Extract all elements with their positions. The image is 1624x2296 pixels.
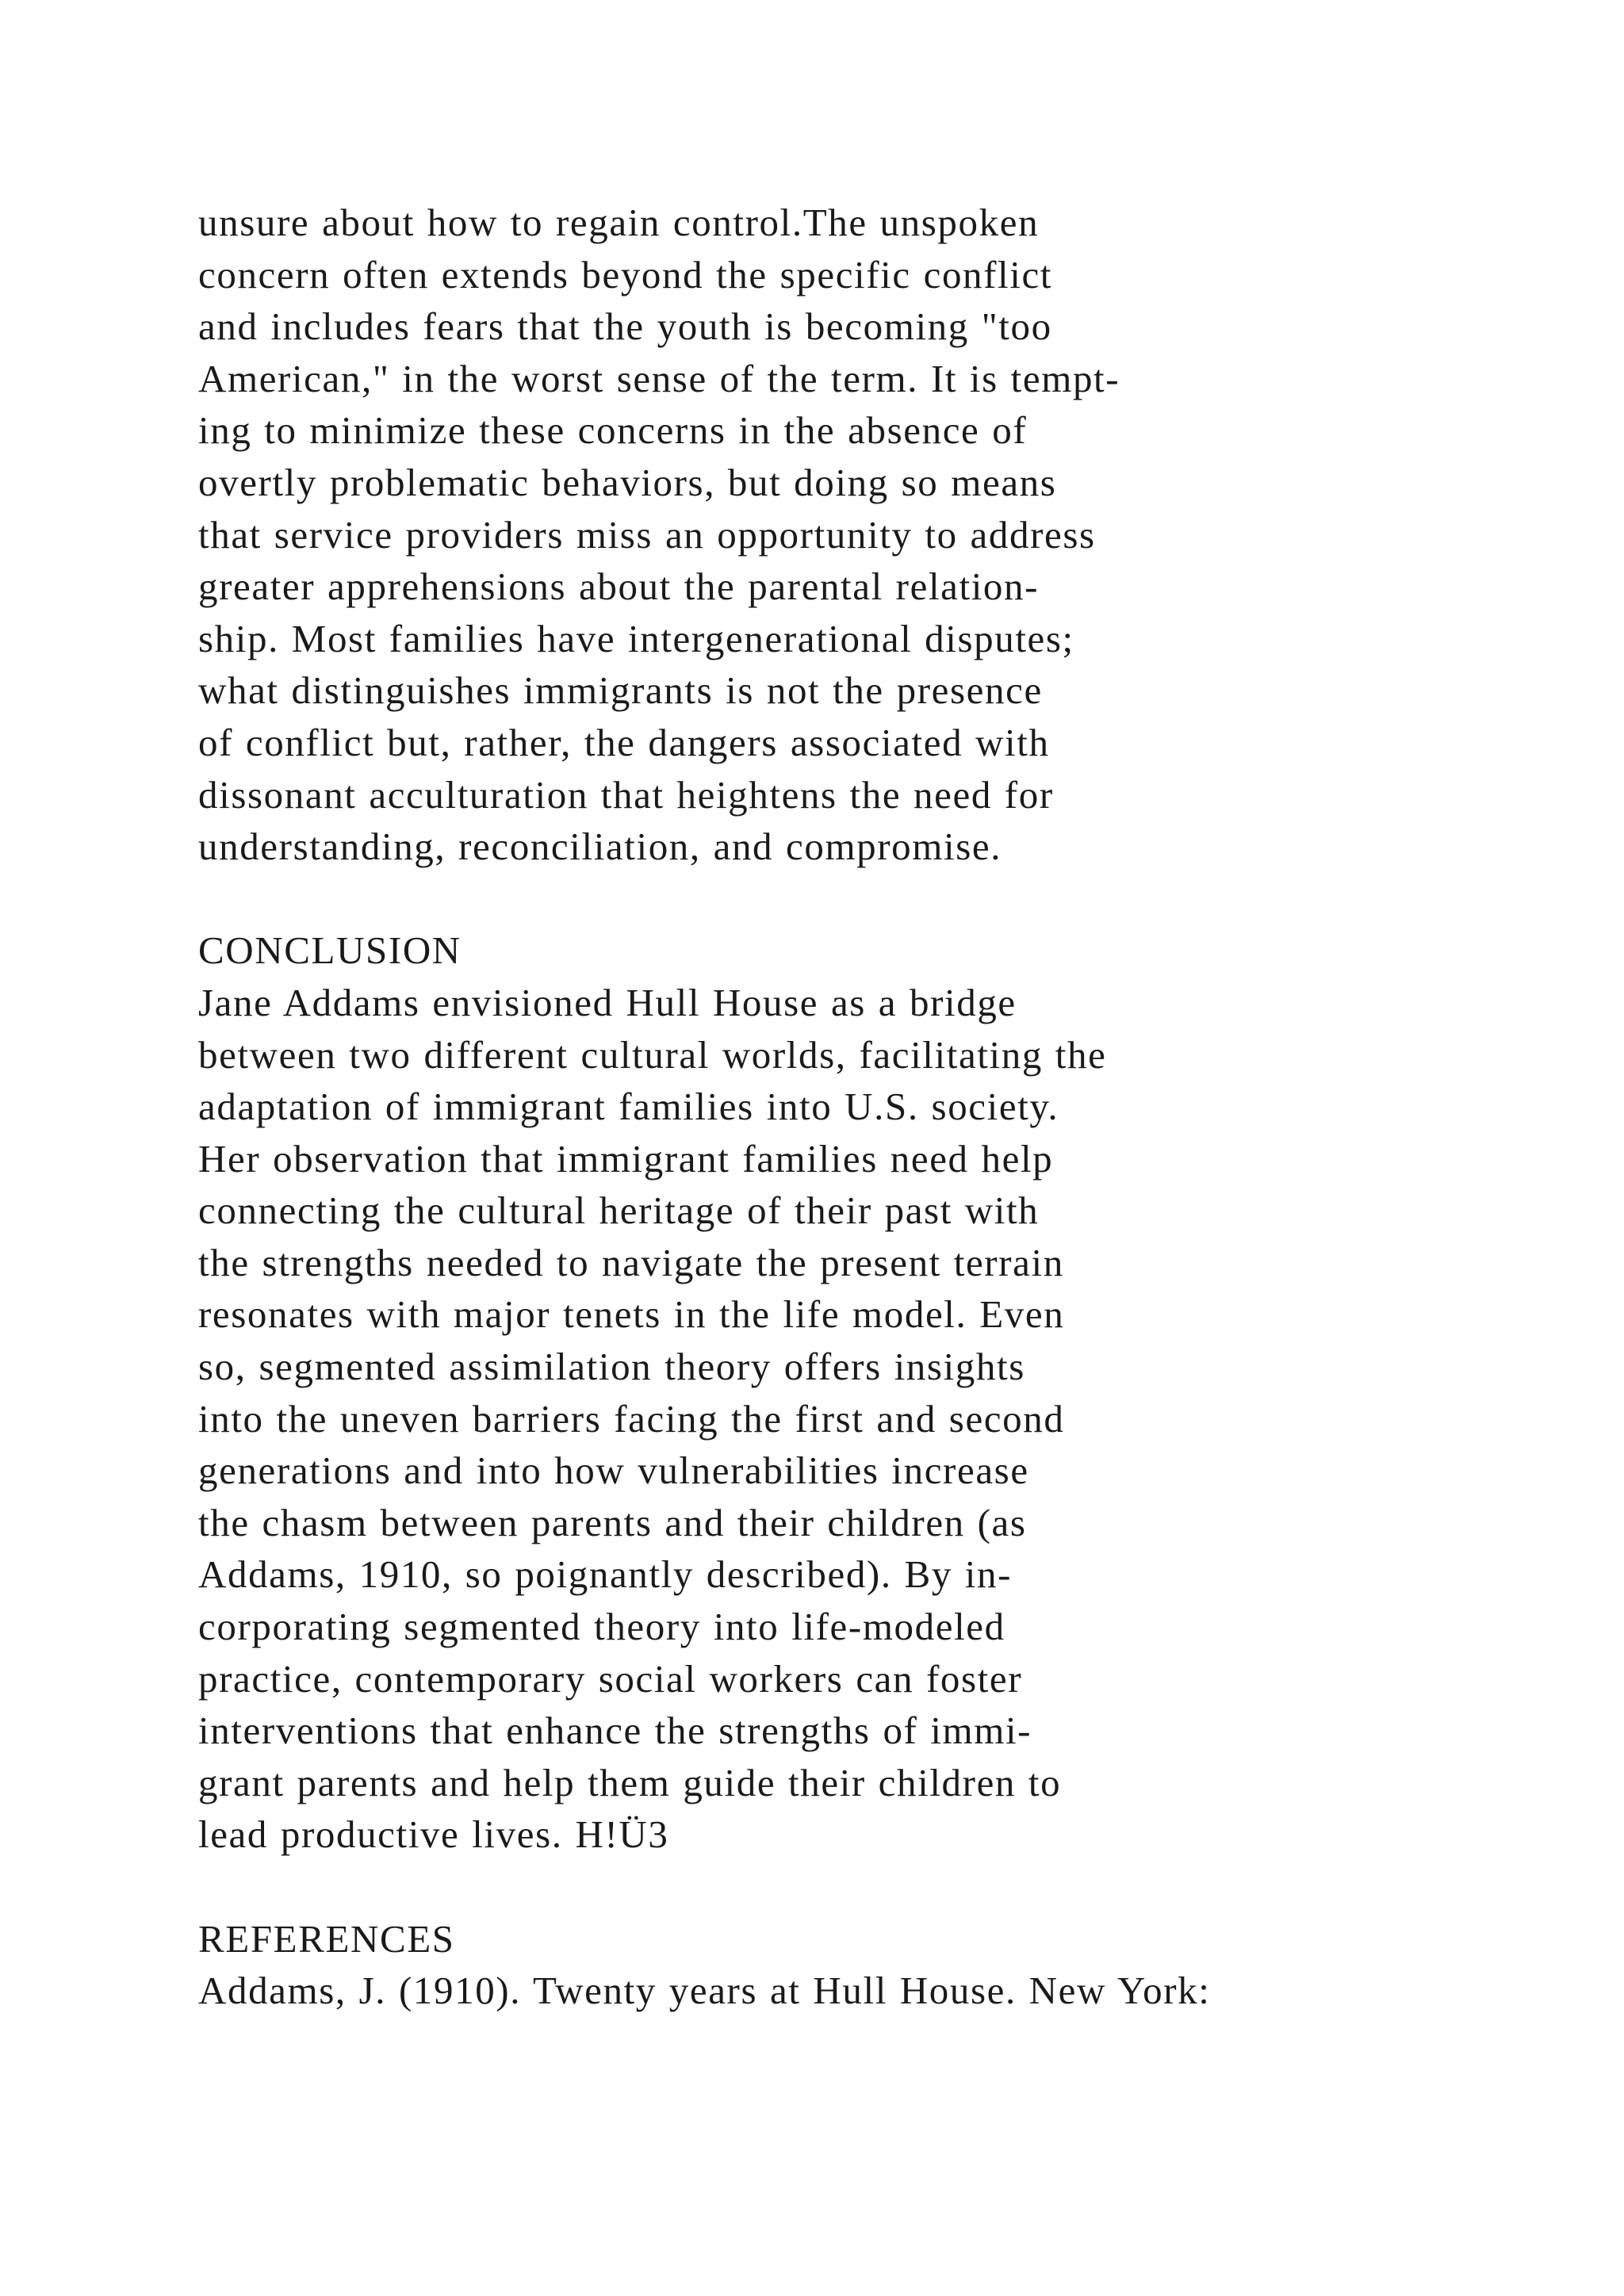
conclusion-heading: CONCLUSION [198, 928, 462, 973]
text-line: practice, contemporary social workers can foster [198, 1656, 1023, 1701]
text-line: generations and into how vulnerabilities increase [198, 1448, 1029, 1493]
text-line: corporating segmented theory into life-modeled [198, 1605, 1005, 1649]
text-line: American," in the worst sense of the term. It is tempt- [198, 356, 1120, 400]
text-line: the chasm between parents and their children (as [198, 1500, 1027, 1544]
text-line: and includes fears that the youth is becoming "too [198, 304, 1052, 349]
text-line: into the uneven barriers facing the first and second [198, 1396, 1065, 1441]
text-line: understanding, reconciliation, and compromise. [198, 825, 1002, 869]
text-line: ing to minimize these concerns in the absence of [198, 408, 1028, 453]
text-line: ship. Most families have intergenerational disputes; [198, 616, 1074, 660]
references-section [198, 1913, 1467, 2017]
text-line: between two different cultural worlds, facilitating the [198, 1032, 1107, 1077]
text-line: Her observation that immigrant families need help [198, 1136, 1054, 1181]
paragraph-continuation [198, 197, 1467, 873]
text-line: grant parents and help them guide their children to [198, 1760, 1062, 1804]
reference-entry: Addams, J. (1910). Twenty years at Hull House. New York: [198, 1969, 1211, 2013]
text-line: connecting the cultural heritage of their past with [198, 1188, 1040, 1233]
text-line: concern often extends beyond the specific conflict [198, 252, 1053, 297]
text-line: unsure about how to regain control.The unspoken [198, 201, 1040, 244]
text-line: that service providers miss an opportunity to address [198, 512, 1096, 557]
blank-line [198, 873, 1467, 925]
text-line: the strengths needed to navigate the present terrain [198, 1240, 1064, 1284]
text-line: lead productive lives. H!Ü3 [198, 1812, 669, 1857]
text-line: of conflict but, rather, the dangers associated with [198, 720, 1050, 764]
blank-line [198, 1861, 1467, 1913]
text-line: so, segmented assimilation theory offers insights [198, 1345, 1025, 1389]
text-line: Jane Addams envisioned Hull House as a bridge [198, 980, 1017, 1024]
text-line: overtly problematic behaviors, but doing so means [198, 460, 1057, 504]
text-line: what distinguishes immigrants is not the presence [198, 668, 1043, 713]
conclusion-section [198, 924, 1467, 1861]
text-line: Addams, 1910, so poignantly described). By in- [198, 1552, 1013, 1597]
text-line: greater apprehensions about the parental relation- [198, 564, 1040, 609]
text-line: adaptation of immigrant families into U.S. society. [198, 1085, 1059, 1129]
text-line: dissonant acculturation that heightens the need for [198, 772, 1054, 817]
text-line: interventions that enhance the strengths of immi- [198, 1709, 1032, 1753]
text-line: resonates with major tenets in the life model. Even [198, 1292, 1065, 1337]
document-body [198, 197, 1467, 2017]
references-heading: REFERENCES [198, 1916, 455, 1961]
